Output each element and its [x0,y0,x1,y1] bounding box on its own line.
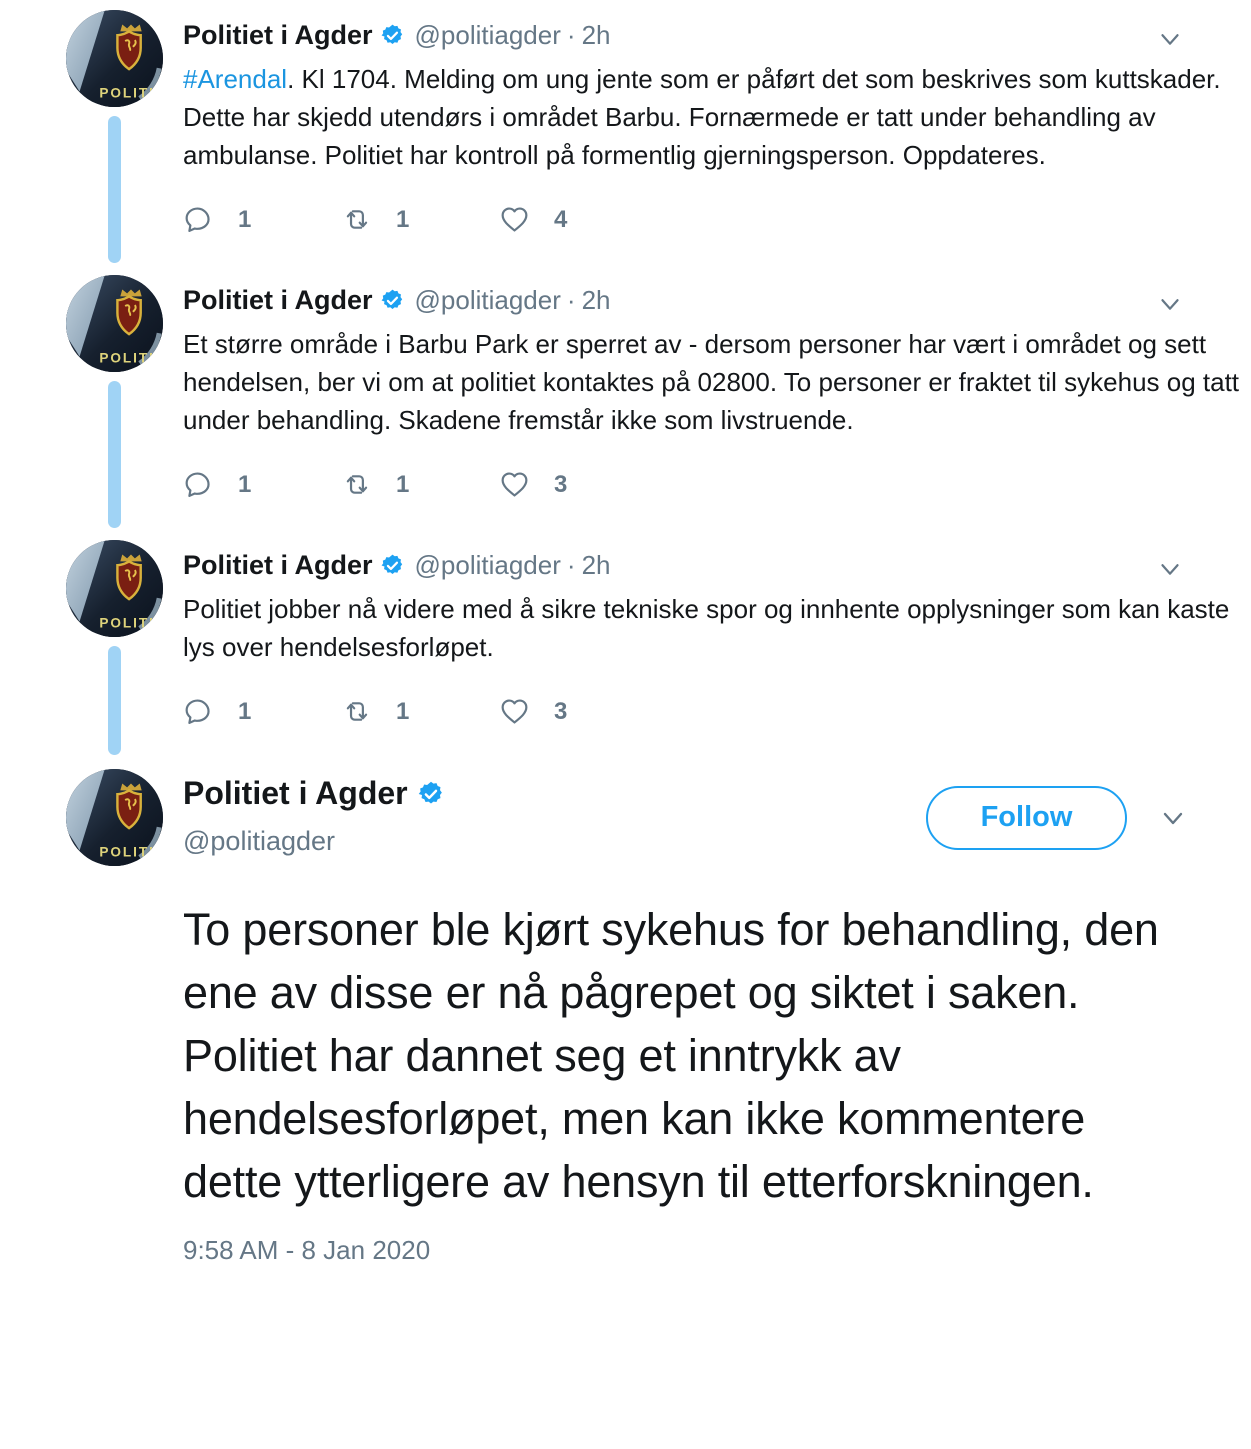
main-tweet-header [66,769,1251,866]
chevron-down-icon[interactable] [1155,554,1185,584]
retweet-button[interactable] [341,204,499,235]
like-button[interactable] [499,204,657,235]
thread-line [108,646,121,755]
thread-gutter [66,10,163,275]
tweet-text: Politiet jobber nå videre med å sikre tekniske spor og innhente opplysninger som kan kaste lys over hendelsesforløpet. [183,594,1230,662]
police-emblem-avatar-image [66,275,163,372]
retweet-icon [341,696,372,727]
retweet-icon [341,204,372,235]
thread-gutter [66,275,163,540]
retweet-count: 1 [396,470,410,498]
police-emblem-avatar-image [66,540,163,637]
retweet-count: 1 [396,205,410,233]
hashtag-link[interactable]: #Arendal [183,64,288,94]
dot-separator: · [566,284,576,315]
thread-tweet-3 [66,540,1251,767]
handle-and-time[interactable] [415,20,611,51]
thread-tweet-2 [66,275,1251,540]
header-right-controls [926,769,1189,866]
tweet-content [183,10,1251,275]
tweet-actions [183,696,1251,727]
reply-count: 1 [238,697,252,725]
thread-tweet-1 [66,10,1251,275]
police-emblem-avatar-image [66,769,163,866]
tweet-actions [183,469,1251,500]
tweet-timestamp: 9:58 AM - 8 Jan 2020 [183,1235,431,1265]
tweet-content [183,275,1251,540]
retweet-icon [341,469,372,500]
avatar[interactable] [66,275,163,372]
name-block [183,769,926,857]
reply-button[interactable] [183,469,341,500]
thread-line [108,381,121,528]
heart-icon [499,469,530,500]
tweet-actions [183,204,1251,235]
tweet-time: 2h [581,284,611,315]
avatar-text: POLITI [99,844,155,860]
user-handle: @politiagder [414,19,561,50]
reply-count: 1 [238,205,252,233]
reply-icon [183,696,214,727]
tweet-time: 2h [581,549,611,580]
like-count: 3 [554,697,568,725]
reply-button[interactable] [183,204,341,235]
retweet-button[interactable] [341,469,499,500]
main-tweet [66,769,1251,1266]
reply-button[interactable] [183,696,341,727]
chevron-down-icon[interactable] [1155,24,1185,54]
tweet-content [183,540,1251,767]
like-count: 3 [554,470,568,498]
avatar-text: POLITI [99,615,155,631]
avatar[interactable] [66,540,163,637]
avatar[interactable] [66,769,163,866]
tweet-header [183,16,1251,54]
chevron-down-icon[interactable] [1155,289,1185,319]
tweet-text [183,60,1240,174]
tweet-text: Et større område i Barbu Park er sperret av - dersom personer har vært i området og sett hendelsen, ber vi om at politiet kontaktes på 02800. To personer er fraktet til sykehus og tatt under behandling. Skadene fremstår ikke som livstruende. [183,329,1240,435]
avatar[interactable] [66,10,163,107]
verified-badge-icon [380,23,405,48]
display-name[interactable]: Politiet i Agder [183,284,373,315]
like-count: 4 [554,205,568,233]
display-name[interactable]: Politiet i Agder [183,19,373,50]
like-button[interactable] [499,469,657,500]
tweet-time: 2h [581,19,611,50]
user-handle[interactable]: @politiagder [183,826,335,856]
verified-badge-icon [417,780,445,808]
tweet-header [183,281,1251,319]
retweet-button[interactable] [341,696,499,727]
dot-separator: · [566,19,576,50]
display-name[interactable]: Politiet i Agder [183,775,408,811]
user-handle: @politiagder [414,284,561,315]
chevron-down-icon[interactable] [1157,802,1189,834]
reply-count: 1 [238,470,252,498]
display-name[interactable]: Politiet i Agder [183,549,373,580]
avatar-text: POLITI [99,350,155,366]
tweet-header [183,546,1251,584]
retweet-count: 1 [396,697,410,725]
thread-gutter [66,540,163,767]
main-tweet-text: To personer ble kjørt sykehus for behandling, den ene av disse er nå pågrepet og siktet i saken. Politiet har dannet seg et inntrykk av hendelsesforløpet, men kan ikke kommentere dette ytterligere av hensyn til etterforskningen. [183,904,1159,1207]
heart-icon [499,204,530,235]
verified-badge-icon [380,288,405,313]
reply-icon [183,204,214,235]
user-handle: @politiagder [414,549,561,580]
avatar-text: POLITI [99,85,155,101]
like-button[interactable] [499,696,657,727]
thread-line [108,116,121,263]
dot-separator: · [566,549,576,580]
reply-icon [183,469,214,500]
verified-badge-icon [380,553,405,578]
handle-and-time[interactable] [415,550,611,581]
tweet-text-rest: . Kl 1704. Melding om ung jente som er påført det som beskrives som kuttskader. Dette har skjedd utendørs i området Barbu. Fornærmede er tatt under behandling av ambulanse. Politiet har kontroll på formentlig gjerningsperson. Oppdateres. [183,64,1221,170]
handle-and-time[interactable] [415,285,611,316]
heart-icon [499,696,530,727]
police-emblem-avatar-image [66,10,163,107]
follow-button[interactable]: Follow [926,786,1127,850]
